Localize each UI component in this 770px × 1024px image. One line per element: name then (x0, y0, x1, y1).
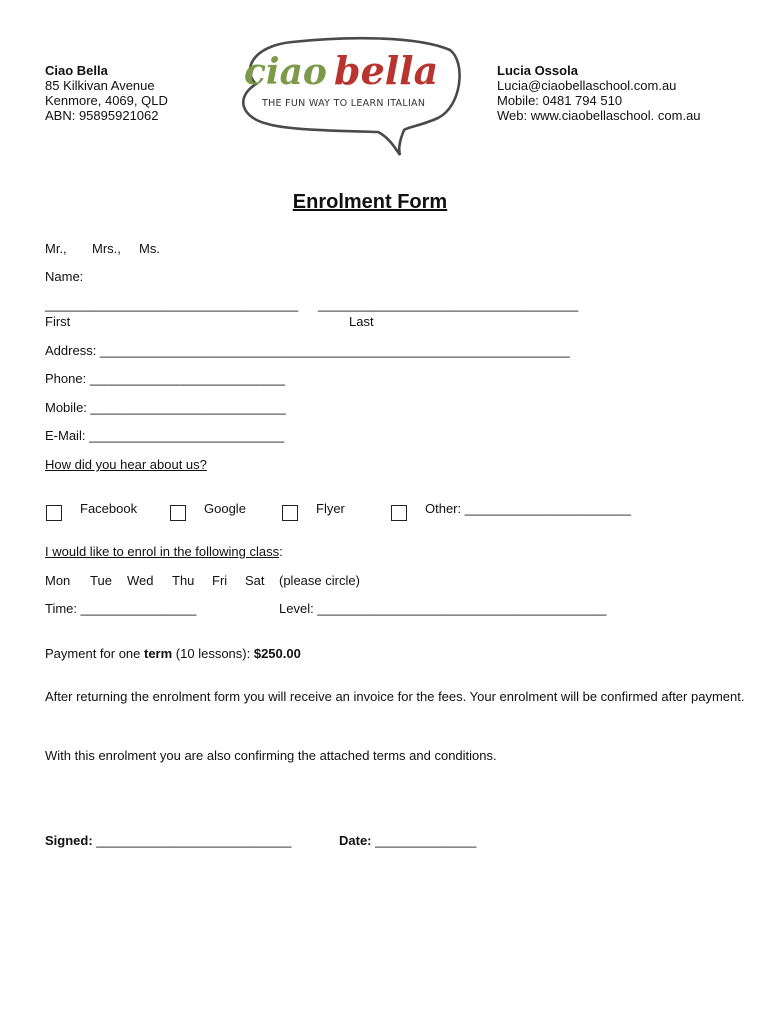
date-row (339, 833, 476, 848)
school-address-line2: Kenmore, 4069, QLD (45, 93, 168, 108)
signed-label: Signed: (45, 833, 93, 848)
enrol-heading-text: I would like to enrol in the following class (45, 544, 280, 559)
day-fri[interactable]: Fri (212, 573, 228, 588)
address-row (45, 343, 570, 358)
day-sat[interactable]: Sat (245, 573, 265, 588)
contact-web: Web: www.ciaobellaschool. com.au (497, 108, 701, 123)
logo-tagline: THE FUN WAY TO LEARN ITALIAN (262, 98, 426, 109)
signed-field[interactable]: ___________________________ (96, 833, 292, 848)
contact-info (497, 63, 701, 123)
payment-middle: (10 lessons): (172, 646, 254, 661)
day-wed[interactable]: Wed (127, 573, 154, 588)
time-label: Time: (45, 601, 78, 616)
salutation-ms[interactable]: Ms. (139, 241, 160, 256)
google-label: Google (204, 501, 246, 516)
google-checkbox[interactable] (170, 505, 186, 521)
mobile-field[interactable]: ___________________________ (90, 400, 286, 415)
enrol-heading (45, 544, 283, 559)
other-field[interactable]: _______________________ (464, 501, 632, 516)
phone-label: Phone: (45, 371, 87, 386)
other-label: Other: (425, 501, 462, 516)
contact-name: Lucia Ossola (497, 63, 578, 78)
page-title: Enrolment Form (292, 191, 448, 213)
day-thu[interactable]: Thu (172, 573, 195, 588)
name-last-field[interactable]: ____________________________________ (318, 297, 579, 312)
invoice-text: After returning the enrolment form you will receive an invoice for the fees. Your enrolment will be confirmed after payment. (45, 689, 745, 704)
other-checkbox[interactable] (391, 505, 407, 521)
logo-ciao: ciao (244, 51, 327, 93)
payment-amount: $250.00 (253, 646, 301, 661)
school-info (45, 63, 168, 123)
salutation-mr[interactable]: Mr., (45, 241, 67, 256)
phone-field[interactable]: ___________________________ (89, 371, 286, 386)
signed-row (45, 833, 292, 848)
hear-question: How did you hear about us? (45, 457, 207, 472)
payment-term: term (144, 646, 173, 661)
mobile-label: Mobile: (45, 400, 87, 415)
name-first-field[interactable]: ___________________________________ (45, 297, 299, 312)
facebook-checkbox[interactable] (46, 505, 62, 521)
flyer-checkbox[interactable] (282, 505, 298, 521)
school-address-line1: 85 Kilkivan Avenue (45, 78, 155, 93)
date-label: Date: (339, 833, 372, 848)
first-label: First (45, 314, 71, 329)
level-field[interactable]: ________________________________________ (317, 601, 607, 616)
days-note: (please circle) (279, 573, 360, 588)
payment-line (45, 646, 301, 661)
enrol-heading-colon: : (279, 544, 283, 559)
facebook-label: Facebook (80, 501, 138, 516)
date-field[interactable]: ______________ (375, 833, 477, 848)
contact-mobile: Mobile: 0481 794 510 (497, 93, 623, 108)
phone-row (45, 371, 285, 386)
name-label: Name: (45, 269, 84, 284)
day-tue[interactable]: Tue (90, 573, 112, 588)
invoice-paragraph (45, 686, 745, 708)
address-field[interactable]: _________________________________________________________________ (99, 343, 570, 358)
logo-bella: bella (334, 48, 439, 93)
flyer-label: Flyer (316, 501, 345, 516)
time-field[interactable]: ________________ (80, 601, 197, 616)
school-name: Ciao Bella (45, 63, 108, 78)
terms-paragraph (45, 745, 745, 767)
contact-email: Lucia@ciaobellaschool.com.au (497, 78, 677, 93)
other-row (425, 501, 631, 516)
last-label: Last (349, 314, 374, 329)
time-row (45, 601, 196, 616)
email-field[interactable]: ___________________________ (89, 428, 285, 443)
day-mon[interactable]: Mon (45, 573, 71, 588)
email-row (45, 428, 284, 443)
logo-speech-bubble (228, 34, 468, 159)
terms-text: With this enrolment you are also confirming the attached terms and conditions. (45, 748, 497, 763)
level-label: Level: (279, 601, 314, 616)
level-row (279, 601, 607, 616)
email-label: E-Mail: (45, 428, 86, 443)
payment-prefix: Payment for one (45, 646, 144, 661)
salutation-mrs[interactable]: Mrs., (92, 241, 121, 256)
mobile-row (45, 400, 286, 415)
address-label: Address: (45, 343, 97, 358)
school-abn: ABN: 95895921062 (45, 108, 159, 123)
